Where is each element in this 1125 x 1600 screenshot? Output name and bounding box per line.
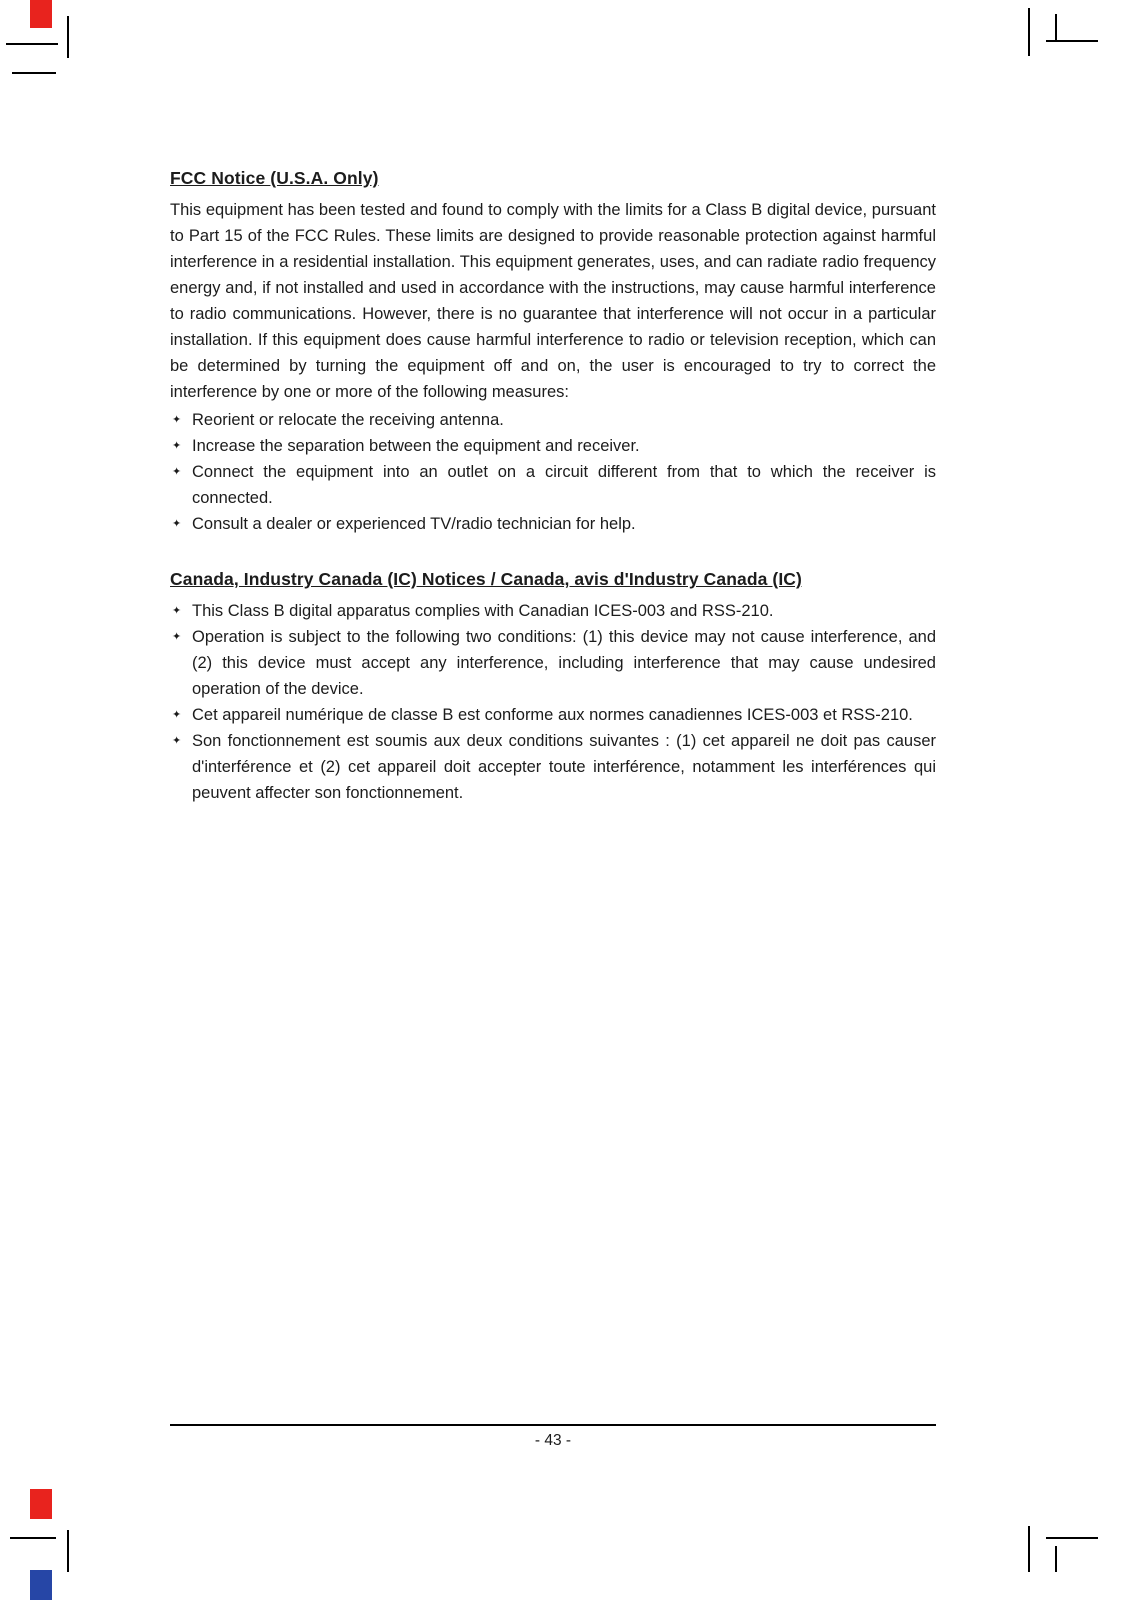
list-item [170,511,936,537]
fcc-notice-section [170,168,936,537]
crop-mark-top-right-vertical-2 [1055,14,1057,42]
list-item [170,702,936,728]
bullet-diamond-icon: ✦ [172,631,182,643]
bullet-diamond-icon: ✦ [172,440,182,452]
bullet-diamond-icon: ✦ [172,414,182,426]
canada-notice-heading: Canada, Industry Canada (IC) Notices / Canada, avis d'Industry Canada (IC) [170,569,802,589]
fcc-bullet-list [170,407,936,537]
canada-bullet-list [170,598,936,806]
footer-rule [170,1424,936,1426]
bullet-text: Consult a dealer or experienced TV/radio technician for help. [192,515,636,533]
list-item [170,624,936,702]
bullet-text: This Class B digital apparatus complies with Canadian ICES-003 and RSS-210. [192,602,774,620]
list-item [170,728,936,806]
fcc-notice-heading: FCC Notice (U.S.A. Only) [170,168,379,188]
crop-mark-bottom-left-horizontal [10,1537,56,1539]
page-content [170,168,936,806]
registration-color-red-bottom [30,1489,52,1519]
bullet-text: Son fonctionnement est soumis aux deux conditions suivantes : (1) cet appareil ne doit pas causer d'interférence et (2) cet appareil doit accepter toute interférence, notamment les interférences qui peuvent affecter son fonctionnement. [192,732,936,802]
crop-mark-top-left-dash [12,72,56,74]
crop-mark-bottom-left-vertical [67,1530,69,1572]
canada-notice-section [170,569,936,806]
registration-color-blue-bottom [30,1570,52,1600]
bullet-diamond-icon: ✦ [172,735,182,747]
list-item [170,407,936,433]
crop-mark-top-right-vertical [1028,8,1030,56]
bullet-diamond-icon: ✦ [172,605,182,617]
list-item [170,459,936,511]
bullet-diamond-icon: ✦ [172,709,182,721]
bullet-diamond-icon: ✦ [172,518,182,530]
crop-mark-top-left-horizontal [6,43,58,45]
bullet-text: Increase the separation between the equipment and receiver. [192,437,640,455]
bullet-diamond-icon: ✦ [172,466,182,478]
crop-mark-bottom-right-vertical-2 [1055,1546,1057,1572]
registration-color-red-top [30,0,52,28]
bullet-text: Reorient or relocate the receiving antenna. [192,411,504,429]
bullet-text: Operation is subject to the following two conditions: (1) this device may not cause interference, and (2) this device must accept any interference, including interference that may cause undesired operation of the device. [192,628,936,698]
crop-mark-bottom-right-horizontal [1046,1537,1098,1539]
bullet-text: Connect the equipment into an outlet on a circuit different from that to which the receiver is connected. [192,463,936,507]
list-item [170,598,936,624]
list-item [170,433,936,459]
page-number: - 43 - [534,1432,572,1449]
bullet-text: Cet appareil numérique de classe B est conforme aux normes canadiennes ICES-003 et RSS-210. [192,706,913,724]
crop-mark-top-right-horizontal [1046,40,1098,42]
crop-mark-top-left-vertical [67,16,69,58]
fcc-notice-body: This equipment has been tested and found to comply with the limits for a Class B digital device, pursuant to Part 15 of the FCC Rules. These limits are designed to provide reasonable protection against harmful interference in a residential installation. This equipment generates, uses, and can radiate radio frequency energy and, if not installed and used in accordance with the instructions, may cause harmful interference to radio communications. However, there is no guarantee that interference will not occur in a particular installation. If this equipment does cause harmful interference to radio or television reception, which can be determined by turning the equipment off and on, the user is encouraged to try to correct the interference by one or more of the following measures: [170,201,936,401]
crop-mark-bottom-right-vertical [1028,1526,1030,1572]
